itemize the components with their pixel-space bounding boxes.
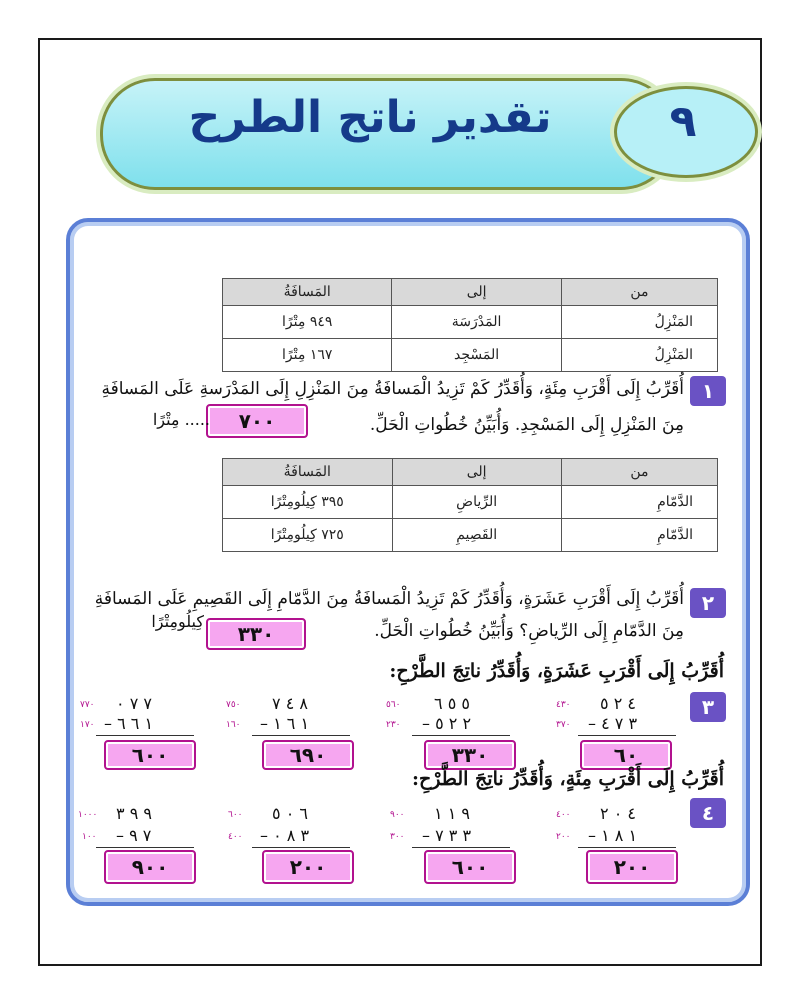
subtrahend: ٣ ٣ ٧ –	[422, 826, 472, 845]
minuend: ٥ ٥ ٦	[434, 694, 470, 713]
table-row	[223, 486, 718, 519]
answer-box[interactable]: ٧٠٠	[206, 404, 308, 438]
table-cell: الرِّياضِ	[392, 486, 561, 519]
page-title: تقدير ناتج الطرح	[188, 92, 552, 143]
distance-table-2	[222, 458, 718, 552]
subtrahend: ٣ ٨ ٠ –	[260, 826, 310, 845]
table-header: إلى	[392, 459, 561, 486]
table-header: المَسافَةُ	[223, 459, 393, 486]
subtrahend: ١ ٦ ٦ –	[104, 714, 154, 733]
table-header: من	[561, 459, 717, 486]
rounded-value: ٩٠٠	[390, 810, 405, 820]
rounded-value: ١٠٠	[82, 832, 97, 842]
sum-line	[252, 735, 350, 736]
sum-line	[412, 847, 510, 848]
sum-line	[96, 735, 194, 736]
rounded-value: ٤٣٠	[556, 700, 571, 710]
question-number-badge: ٢	[690, 588, 726, 618]
table-row	[223, 519, 718, 552]
answer-box[interactable]: ٣٣٠	[206, 618, 306, 650]
rounded-value: ٢٣٠	[386, 720, 401, 730]
minuend: ٩ ٩ ٣	[116, 804, 152, 823]
table-row	[223, 339, 718, 372]
unit-label: كِيلُومِتْرًا	[151, 612, 204, 631]
sum-line	[578, 735, 676, 736]
rounded-value: ٦٠٠	[228, 810, 243, 820]
rounded-value: ٣٧٠	[556, 720, 571, 730]
rounded-value: ١٧٠	[80, 720, 95, 730]
subtrahend: ٣ ٧ ٤ –	[588, 714, 638, 733]
sum-line	[96, 847, 194, 848]
rounded-value: ١٠٠٠	[78, 810, 98, 820]
table-cell: الدَّمّامِ	[561, 486, 717, 519]
table-header: من	[561, 279, 717, 306]
answer-box[interactable]: ٣٣٠	[424, 740, 516, 770]
question-text: مِنَ المَنْزِلِ إِلَى المَسْجِدِ. وَأُبَيِّنُ خُطُواتِ الْحَلِّ.	[369, 415, 684, 435]
question-text: أُقَرِّبُ إِلَى أَقْرَبِ مِئَةٍ، وَأُقَدِّرُ كَمْ تَزِيدُ الْمَسافَةُ مِنَ المَنْزِلِ إِلَى المَدْرَسةِ عَلَى المَسافَةِ	[101, 379, 684, 399]
minuend: ٨ ٤ ٧	[272, 694, 308, 713]
sum-line	[578, 847, 676, 848]
minuend: ٧ ٧ ٠	[116, 694, 152, 713]
question-number-badge: ٤	[690, 798, 726, 828]
answer-box[interactable]: ٦٠	[580, 740, 672, 770]
question-text: أُقَرِّبُ إِلَى أَقْرَبِ عَشَرَةٍ، وَأُقَدِّرُ كَمْ تَزِيدُ الْمَسافَةُ مِنَ الدَّمّامِ إِلَى القَصِيمِ عَلَى المَسافَةِ	[94, 589, 684, 609]
table-cell: الدَّمّامِ	[561, 519, 717, 552]
minuend: ٦ ٠ ٥	[272, 804, 308, 823]
table-cell: ١٦٧ مِتْرًا	[223, 339, 392, 372]
answer-box[interactable]: ٩٠٠	[104, 850, 196, 884]
table-cell: ٧٢٥ كِيلُومِتْرًا	[223, 519, 393, 552]
minuend: ٩ ١ ١	[434, 804, 470, 823]
sum-line	[412, 735, 510, 736]
rounded-value: ٣٠٠	[390, 832, 405, 842]
answer-box[interactable]: ٦٩٠	[262, 740, 354, 770]
unit-label: ..... مِتْرًا	[152, 410, 210, 429]
question-text: مِنَ الدَّمّامِ إِلَى الرِّياضِ؟ وَأُبَيِّنُ خُطُواتِ الْحَلِّ.	[374, 621, 684, 641]
table-cell: المَدْرَسَة	[392, 306, 561, 339]
rounded-value: ٤٠٠	[556, 810, 571, 820]
rounded-value: ١٦٠	[226, 720, 241, 730]
answer-box[interactable]: ٢٠٠	[262, 850, 354, 884]
section-heading: أُقَرِّبُ إِلَى أَقْرَبِ مِئَةٍ، وَأُقَدِّرُ ناتِجَ الطَّرْحِ:	[411, 768, 724, 790]
rounded-value: ٢٠٠	[556, 832, 571, 842]
table-cell: المَنْزِلُ	[561, 339, 717, 372]
table-cell: ٣٩٥ كِيلُومِتْرًا	[223, 486, 393, 519]
distance-table-1	[222, 278, 718, 372]
minuend: ٤ ٢ ٥	[600, 694, 636, 713]
question-number-badge: ٣	[690, 692, 726, 722]
table-cell: المَنْزِلُ	[561, 306, 717, 339]
rounded-value: ٧٥٠	[226, 700, 241, 710]
rounded-value: ٧٧٠	[80, 700, 95, 710]
subtrahend: ٢ ٢ ٥ –	[422, 714, 472, 733]
answer-box[interactable]: ٢٠٠	[586, 850, 678, 884]
answer-box[interactable]: ٦٠٠	[424, 850, 516, 884]
answer-box[interactable]: ٦٠٠	[104, 740, 196, 770]
table-cell: المَسْجِد	[392, 339, 561, 372]
subtrahend: ١ ٦ ١ –	[260, 714, 310, 733]
table-row	[223, 306, 718, 339]
lesson-number: ٩	[669, 96, 697, 147]
subtrahend: ١ ٨ ١ –	[588, 826, 638, 845]
question-number-badge: ١	[690, 376, 726, 406]
table-cell: القَصِيمِ	[392, 519, 561, 552]
minuend: ٤ ٠ ٢	[600, 804, 636, 823]
subtrahend: ٧ ٩ –	[116, 826, 152, 845]
table-cell: ٩٤٩ مِتْرًا	[223, 306, 392, 339]
rounded-value: ٤٠٠	[228, 832, 243, 842]
section-heading: أُقَرِّبُ إِلَى أَقْرَبِ عَشَرَةٍ، وَأُقَدِّرُ ناتِجَ الطَّرْحِ:	[389, 660, 724, 682]
rounded-value: ٥٦٠	[386, 700, 401, 710]
table-header: المَسافَةُ	[223, 279, 392, 306]
sum-line	[252, 847, 350, 848]
table-header: إلى	[392, 279, 561, 306]
